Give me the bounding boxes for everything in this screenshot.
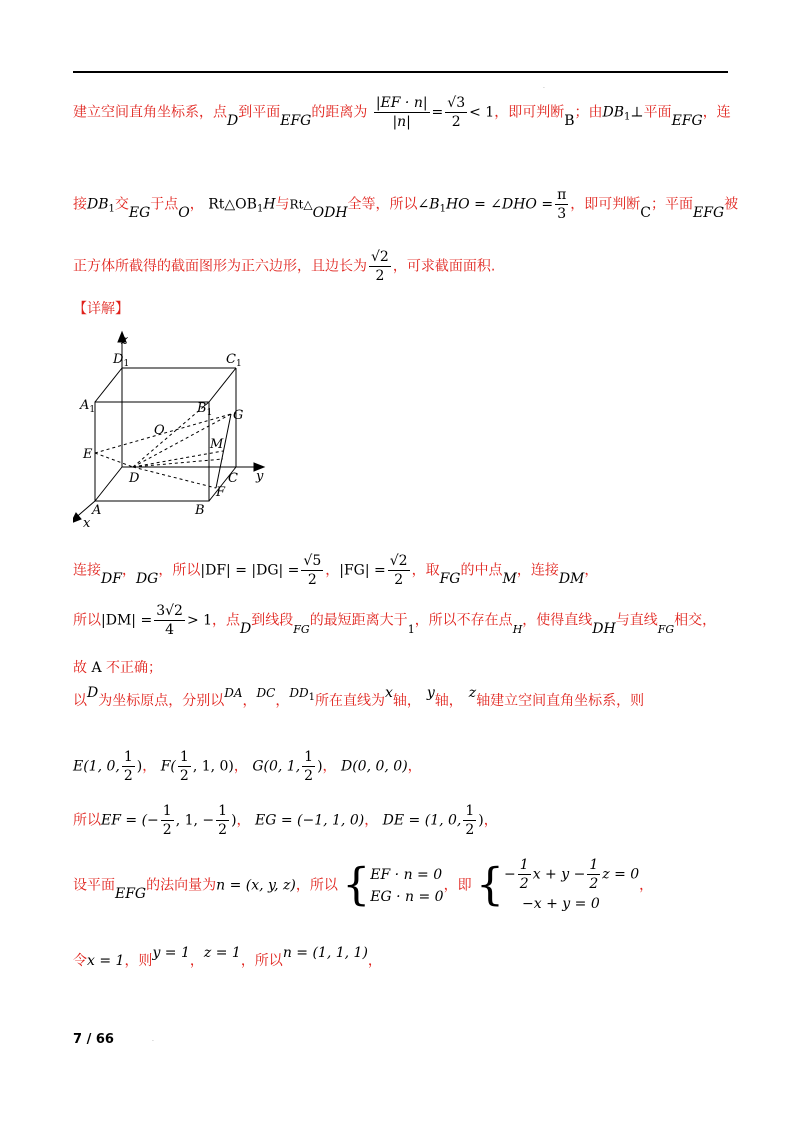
solution-line-4: 以D为坐标原点，分别以DA，DC，$DD^1$所在直线为x轴， y轴， z轴建立空间直角坐标系，则	[73, 685, 645, 709]
solution-line-7: 设平面EFG的法向量为n = (x, y, z)，所以 { EF · n = 0 EG · n = 0 ，即 { − $\frac{1}{2}$ x + y − $\frac{1}{2}$ z = 0 −x + y = 0 ，	[73, 856, 653, 915]
edge-b1c1	[209, 368, 236, 402]
label-b1: $B_1$	[197, 401, 213, 418]
label-d1: $D_1$	[113, 352, 130, 369]
left-brace: {	[342, 859, 371, 911]
label-c: C	[228, 471, 238, 486]
label-g: G	[233, 408, 244, 423]
label-m: M	[210, 437, 224, 452]
left-brace-2: {	[476, 859, 505, 911]
solution-line-5: E(1, 0, $\frac{1}{2}$ )， F( $\frac{1}{2}$ , 1, 0)， G(0, 1, $\frac{1}{2}$ )， D(0, 0, 0)，	[73, 749, 422, 784]
edge-da	[95, 467, 122, 501]
footer-dot: .	[152, 1036, 154, 1043]
system-1: EF · n = 0 EG · n = 0	[370, 866, 444, 905]
analysis-line-3: 正方体所截得的截面图形为正六边形，且边长为 $\frac{√2}{2}$ ，可求截面面积.	[73, 249, 496, 284]
solution-line-3: 故 A 不正确；	[73, 660, 163, 676]
sqrt3-over-2: $\frac{√3}{2}$	[447, 95, 466, 130]
sqrt2-over-2: $\frac{√2}{2}$	[371, 249, 389, 284]
solution-line-2: 所以|DM| = $\frac{3√2}{4}$ > 1，点D到线段$_{FG}$的最短距离大于$_1$，所以不存在点$_H$，使得直线DH与直线$_{FG}$相交，	[73, 603, 717, 638]
header-dot: .	[543, 83, 545, 90]
label-e: E	[83, 447, 93, 462]
label-z: z	[121, 333, 128, 348]
dashed-df	[133, 467, 216, 488]
page-number: 7 / 66	[73, 1032, 114, 1047]
analysis-line-2: 接$DB_1$交EG于点O， $Rt\triangle OB_1H$与Rt△ODH全等，所以$\angle B_1HO$ = ∠DHO = $\frac{\pi}{3}$ ，即可判断C；平面EFG被	[73, 187, 739, 222]
system-2: − $\frac{1}{2}$ x + y − $\frac{1}{2}$ z = 0 −x + y = 0	[504, 857, 640, 912]
detail-heading: 【详解】	[73, 301, 129, 317]
solution-line-1: 连接DF，DG，所以|DF| = |DG| = $\frac{√5}{2}$ ，|FG| = $\frac{√2}{2}$ ，取FG的中点M，连接DM，	[73, 553, 599, 588]
distance-fraction: $\frac{|EF \cdot n|}{|n|}$	[375, 95, 428, 130]
label-c1: $C_1$	[226, 352, 242, 369]
front-face	[95, 402, 209, 501]
cube-figure	[73, 330, 273, 530]
label-d: D	[129, 471, 140, 486]
label-x: x	[83, 516, 91, 530]
edge-a1d1	[95, 368, 122, 402]
label-b: B	[195, 503, 205, 518]
label-a: A	[92, 503, 102, 518]
header-rule	[73, 71, 728, 73]
label-y: y	[256, 469, 264, 484]
label-a1: $A_1$	[80, 398, 96, 415]
dashed-ed	[95, 453, 133, 467]
solution-line-8: 令x = 1，则y = 1，z = 1，所以n = (1, 1, 1)，	[73, 945, 382, 969]
solution-line-6: 所以EF = (− $\frac{1}{2}$ , 1, − $\frac{1}{2}$ )， EG = (−1, 1, 0)， DE = (1, 0, $\frac{1}{2}$ )，	[73, 803, 498, 838]
pi-over-3: $\frac{\pi}{3}$	[557, 187, 567, 222]
label-f: F	[216, 485, 226, 500]
label-o: O	[154, 423, 165, 438]
analysis-line-1: 建立空间直角坐标系，点D到平面EFG的距离为 $\frac{|EF \cdot n|}{|n|}$ = $\frac{√3}{2}$ < 1，即可判断B；由$DB_1\perp$平面EFG，连	[73, 95, 731, 130]
